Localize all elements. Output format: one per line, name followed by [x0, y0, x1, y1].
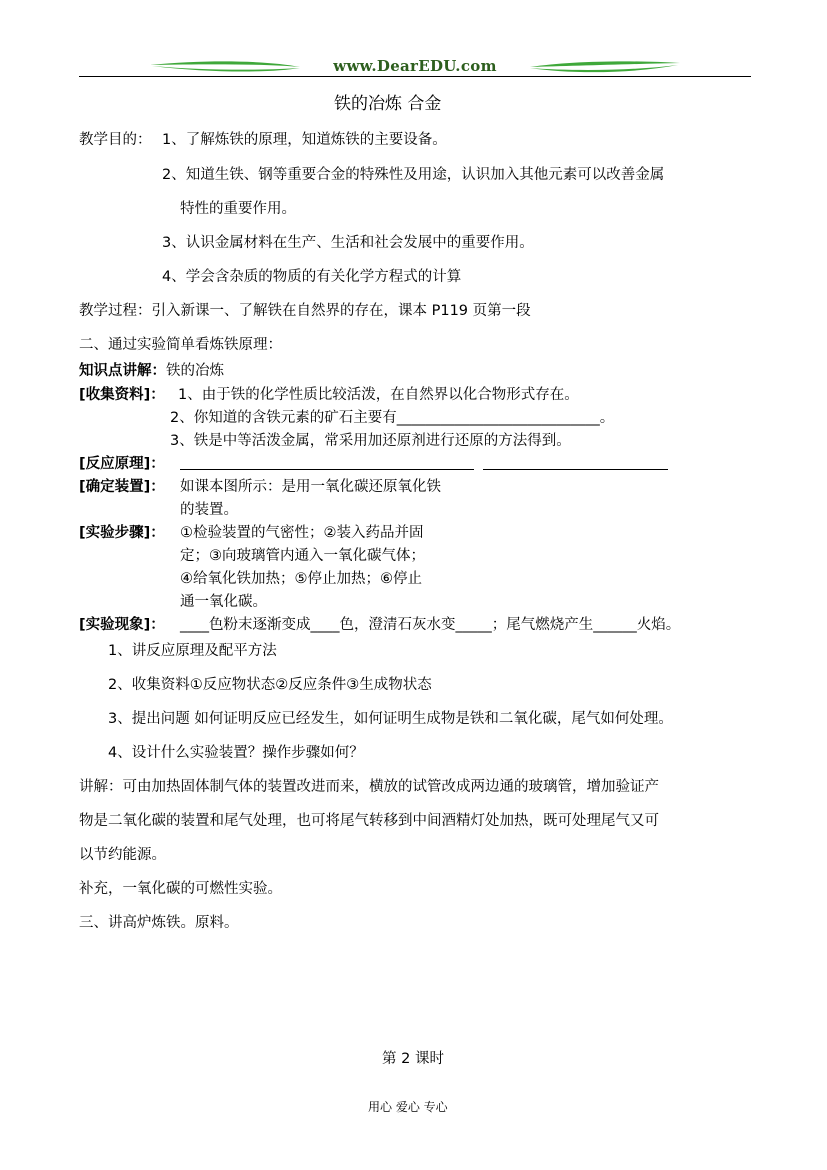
device-text: 的装置。 [180, 502, 238, 518]
logo-text: www.DearEDU.com [333, 57, 497, 75]
list-item: 1、讲反应原理及配平方法 [108, 643, 277, 659]
device-label: [确定装置]： [79, 479, 165, 495]
objective-item: 3、认识金属材料在生产、生活和社会发展中的重要作用。 [162, 235, 534, 251]
section-heading: 二、通过实验简单看炼铁原理： [79, 337, 282, 353]
steps-text: ①检验装置的气密性；②装入药品并固 [180, 525, 424, 541]
explain-text: 物是二氧化碳的装置和尾气处理，也可将尾气转移到中间酒精灯处加热，既可处理尾气又可 [79, 813, 659, 829]
phenomenon-text: ____色粉末逐渐变成____色，澄清石灰水变_____；尾气燃烧产生______火焰。 [180, 617, 681, 633]
principle-blank [180, 469, 474, 470]
principle-label: [反应原理]： [79, 456, 165, 472]
teaching-process: 教学过程：引入新课一、了解铁在自然界的存在，课本 P119 页第一段 [79, 303, 531, 319]
steps-text: 通一氧化碳。 [180, 594, 267, 610]
page-footer: 用心 爱心 专心 [368, 1100, 448, 1114]
list-item: 4、设计什么实验装置？操作步骤如何？ [108, 745, 364, 761]
collect-line: 2、你知道的含铁元素的矿石主要有 [170, 410, 397, 426]
collect-line: 3、铁是中等活泼金属，常采用加还原剂进行还原的方法得到。 [170, 433, 571, 449]
objectives-label: 教学目的： [79, 132, 152, 148]
lesson-number: 第 2 课时 [382, 1051, 444, 1067]
knowledge-text: 铁的冶炼 [166, 363, 224, 379]
site-logo [150, 55, 680, 77]
explain-text: 讲解：可由加热固体制气体的装置改进而来，横放的试管改成两边通的玻璃管，增加验证产 [79, 779, 659, 795]
objective-item: 1、了解炼铁的原理，知道炼铁的主要设备。 [162, 132, 447, 148]
collect-label: [收集资料]： [79, 387, 165, 403]
objective-item: 2、知道生铁、钢等重要合金的特殊性及用途，认识加入其他元素可以改善金属 [162, 167, 665, 183]
ore-blank: ____________________________ [396, 410, 600, 426]
principle-blank [483, 469, 668, 470]
device-text: 如课本图所示：是用一氧化碳还原氧化铁 [180, 479, 441, 495]
steps-text: 定；③向玻璃管内通入一氧化碳气体； [180, 548, 425, 564]
steps-label: [实验步骤]： [79, 525, 165, 541]
explain-text: 以节约能源。 [79, 847, 166, 863]
list-item: 2、收集资料①反应物状态②反应条件③生成物状态 [108, 677, 432, 693]
collect-line-end: 。 [599, 410, 615, 426]
section-heading: 三、讲高炉炼铁。原料。 [79, 915, 239, 931]
objective-item: 4、学会含杂质的物质的有关化学方程式的计算 [162, 269, 462, 285]
header-divider [79, 76, 751, 77]
objective-item: 特性的重要作用。 [180, 201, 296, 217]
list-item: 3、提出问题 如何证明反应已经发生，如何证明生成物是铁和二氧化碳，尾气如何处理。 [108, 711, 673, 727]
collect-line: 1、由于铁的化学性质比较活泼，在自然界以化合物形式存在。 [178, 387, 579, 403]
knowledge-label: 知识点讲解： [79, 363, 166, 379]
supplement-text: 补充，一氧化碳的可燃性实验。 [79, 881, 282, 897]
phenomenon-label: [实验现象]： [79, 617, 165, 633]
page-title: 铁的冶炼 合金 [334, 94, 442, 114]
steps-text: ④给氧化铁加热；⑤停止加热；⑥停止 [180, 571, 422, 587]
